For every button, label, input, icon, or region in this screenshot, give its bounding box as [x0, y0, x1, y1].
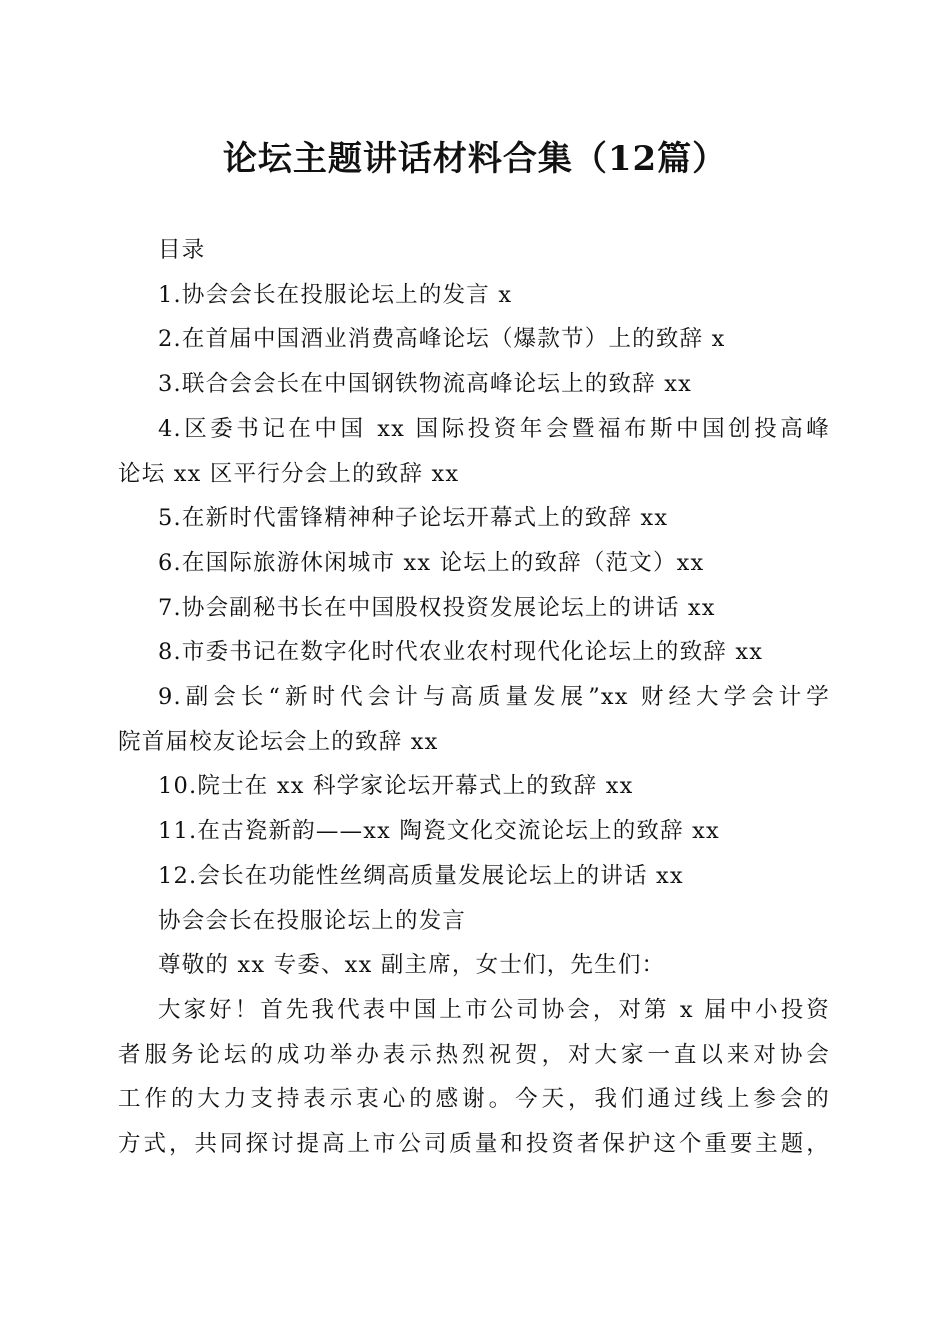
toc-item-5: 5.在新时代雷锋精神种子论坛开幕式上的致辞 xx	[158, 505, 669, 532]
toc-item-7: 7.协会副秘书长在中国股权投资发展论坛上的讲话 xx	[158, 594, 716, 621]
toc-item-9-line-2: 院首届校友论坛会上的致辞 xx	[118, 728, 439, 755]
section-title: 协会会长在投服论坛上的发言	[158, 907, 467, 934]
paragraph-line-4: 方式，共同探讨提高上市公司质量和投资者保护这个重要主题，	[118, 1131, 830, 1158]
paragraph-line-1: 大家好！首先我代表中国上市公司协会，对第 x 届中小投资	[158, 996, 830, 1023]
toc-item-1: 1.协会会长在投服论坛上的发言 x	[158, 281, 513, 308]
toc-item-11: 11.在古瓷新韵——xx 陶瓷文化交流论坛上的致辞 xx	[158, 818, 720, 845]
toc-item-6: 6.在国际旅游休闲城市 xx 论坛上的致辞（范文）xx	[158, 549, 705, 576]
toc-item-2: 2.在首届中国酒业消费高峰论坛（爆款节）上的致辞 x	[158, 326, 726, 353]
paragraph-line-3: 工作的大力支持表示衷心的感谢。今天，我们通过线上参会的	[118, 1086, 830, 1113]
toc-item-8: 8.市委书记在数字化时代农业农村现代化论坛上的致辞 xx	[158, 639, 764, 666]
toc-item-4-line-1: 4.区委书记在中国 xx 国际投资年会暨福布斯中国创投高峰	[158, 415, 830, 442]
toc-heading: 目录	[158, 237, 206, 263]
salutation: 尊敬的 xx 专委、xx 副主席，女士们，先生们：	[158, 952, 666, 979]
toc-item-4-line-2: 论坛 xx 区平行分会上的致辞 xx	[118, 460, 460, 487]
paragraph-line-2: 者服务论坛的成功举办表示热烈祝贺，对大家一直以来对协会	[118, 1041, 830, 1068]
toc-item-9-line-1: 9.副会长“新时代会计与高质量发展”xx 财经大学会计学	[158, 684, 830, 711]
document-title: 论坛主题讲话材料合集（12篇）	[222, 139, 728, 179]
toc-item-3: 3.联合会会长在中国钢铁物流高峰论坛上的致辞 xx	[158, 371, 692, 398]
toc-item-10: 10.院士在 xx 科学家论坛开幕式上的致辞 xx	[158, 773, 634, 800]
toc-item-12: 12.会长在功能性丝绸高质量发展论坛上的讲话 xx	[158, 862, 684, 889]
document-body	[118, 228, 830, 1167]
